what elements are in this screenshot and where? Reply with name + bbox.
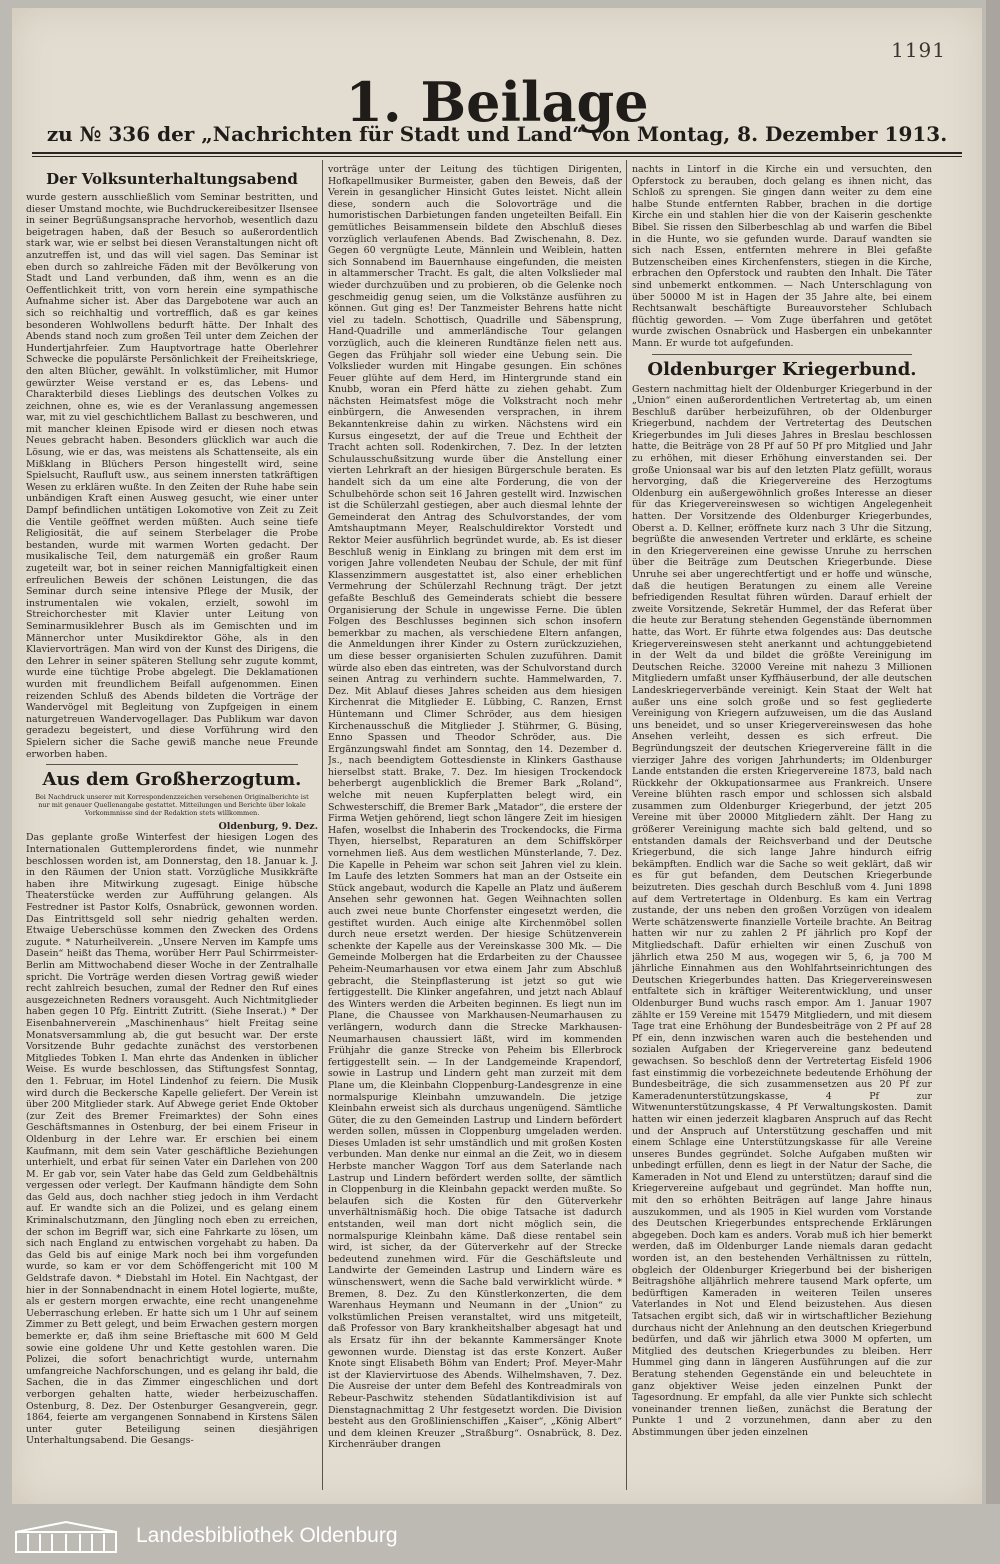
header-rule-thin [32,156,962,157]
article-separator [46,764,298,765]
column-1 [26,164,318,1494]
column-3 [632,164,932,1494]
article-heading-volksunterhaltungsabend: Der Volksunterhaltungsabend [46,170,298,188]
column-2 [328,164,622,1494]
article-heading-kriegerbund: Oldenburger Kriegerbund. [647,358,917,380]
page-subtitle: zu № 336 der „Nachrichten für Stadt und Land“ von Montag, 8. Dezember 1913. [46,122,948,146]
article-body-osnabrueck: nachts in Lintorf in die Kirche ein und versuchten, den Opferstock zu berauben, doch gelang es ihnen nicht, das Schloß zu sprengen. Sie gingen dann weiter zu dem eine halbe Stunde entfernten Rabber, brachen in die dortige Kirche ein und stahlen hier die von der Kaiserin geschenkte Bibel. Sie rissen den Silberbeschlag ab und warfen die Bibel in die Hunte, wo sie gefunden wurde. Darauf wandten sie sich nach Essen, entfernten mehrere in Blei gefaßte Butzenscheiben eines Kirchenfensters, stiegen in die Kirche, erbrachen den Opferstock und raubten den Inhalt. Die Täter sind unbemerkt entkommen. — Nach Unterschlagung von über 50000 M ist in Hagen der 35 Jahre alte, bei einem Rechtsanwalt beschäftigte Bureauvorsteher Schlubach flüchtig geworden. — Vom Zuge überfahren und getötet wurde zwischen Osnabrück und Hasbergen ein unbekannter Mann. Er wurde tot aufgefunden. [632,164,932,349]
article-body-grossherzogtum: Das geplante große Winterfest der hiesigen Logen des Internationalen Guttemplerordens findet, wie nunmehr beschlossen worden ist, am Donnerstag, den 18. Januar k. J. in den Räumen der Union statt. Vorzügliche Musikkräfte haben ihre Mitwirkung zugesagt. Einige hübsche Theaterstücke werden zur Aufführung gelangen. Als Festredner ist Pastor Kolfs, Osnabrück, gewonnen worden. Das Eintrittsgeld soll sehr niedrig gehalten werden. Etwaige Ueberschüsse kommen den Zwecken des Ordens zugute. * Naturheilverein. „Unsere Nerven im Kampfe ums Dasein“ heißt das Thema, worüber Herr Paul Schirrmeister-Berlin am Mittwochabend dieser Woche in der Zentralhalle spricht. Die Vorträge werden diesen Vortrag gewiß wieder recht zahlreich besuchen, zumal der Redner den Ruf eines ausgezeichneten Redners vorausgeht. Auch Nichtmitglieder haben gegen 10 Pfg. Eintritt Zutritt. (Siehe Inserat.) * Der Eisenbahnerverein „Maschinenhaus“ hielt Freitag seine Monatsversammlung ab, die gut besucht war. Der erste Vorsitzende Buhr gedachte zunächst des verstorbenen Mitgliedes Tobken I. Man ehrte das Andenken in üblicher Weise. Es wurde beschlossen, das Stiftungsfest Sonntag, den 1. Februar, im Hotel Lindenhof zu feiern. Die Musik wird durch die Beckersche Kapelle geliefert. Der Verein ist über 200 Mitglieder stark. Auf Abwege geriet Ende Oktober (zur Zeit des Bremer Freimarktes) der Sohn eines Geschäftsmannes in Ostenburg, der bei einem Friseur in Oldenburg in der Lehre war. Er erschien bei einem Kaufmann, mit dem sein Vater geschäftliche Beziehungen unterhielt, und erbat für seinen Vater ein Darlehen von 200 M. Er gab vor, sein Vater habe das Geld zum Geldbehältnis vergessen oder verlegt. Der Kaufmann händigte dem Sohn das Geld aus, doch nachher stieg jedoch in ihm Verdacht auf. Er wandte sich an die Polizei, und es gelang einem Kriminalschutzmann, den Jüngling noch eben zu erreichen, der schon im Begriff war, sich eine Fahrkarte zu lösen, um sich nach England zu entwischen vorgehabt zu haben. Da das Geld bis auf einige Mark noch bei ihm vorgefunden wurde, so kam er vor dem Schöffengericht mit 100 M Geldstrafe davon. * Diebstahl im Hotel. Ein Nachtgast, der hier in der Sonnabendnacht in einem Hotel logierte, mußte, als er gestern morgen erwachte, eine recht unangenehme Ueberraschung erleben. Er hatte sich um 1 Uhr auf seinem Zimmer zu Bett gelegt, und beim Erwachen gestern morgen bemerkte er, daß ihm seine Brieftasche mit 600 M Geld sowie eine goldene Uhr und Kette gestohlen waren. Die Polizei, die sofort benachrichtigt wurde, unternahm umfangreiche Nachforschungen, und es gelang ihr bald, die Sachen, die in das Zimmer eingeschlichen und dort verborgen gehalten hatte, wieder herbeizuschaffen. Ostenburg, 8. Dez. Der Ostenburger Gesangverein, gegr. 1864, feierte am vergangenen Sonnabend in Kirstens Sälen unter guter Beteiligung seinen diesjährigen Unterhaltungsabend. Die Gesangs- [26,832,318,1447]
section-heading-grossherzogtum: Aus dem Großherzogtum. [42,769,302,791]
newspaper-page [12,8,982,1504]
page-title: 1. Beilage [345,70,649,134]
article-separator [652,354,912,355]
page-number: 1191 [891,38,946,62]
header-rule [32,152,962,154]
column-divider-2 [626,160,627,1490]
article-body-kriegerbund: Gestern nachmittag hielt der Oldenburger Kriegerbund in der „Union“ einen außerordentlichen Vertretertag ab, um einen Beschluß darüber herbeizuführen, ob der Oldenburger Kriegerbund, nachdem der Vertretertag des Deutschen Kriegerbundes im Juli dieses Jahres in Breslau beschlossen hatte, die Beiträge von 28 Pf auf 50 Pf pro Mitglied und Jahr zu erhöhen, mit dieser Erhöhung einverstanden sei. Der große Unionsaal war bis auf den letzten Platz gefüllt, woraus hervorging, daß die Kriegervereine des Herzogtums Oldenburg ein außergewöhnlich großes Interesse an dieser für das Kriegervereinswesen so wichtigen Angelegenheit hatten. Der Vorsitzende des Oldenburger Kriegerbundes, Oberst a. D. Kellner, eröffnete kurz nach 3 Uhr die Sitzung, begrüßte die anwesenden Vertreter und erklärte, es scheine in den Kriegervereinen eine gewisse Unruhe zu herrschen über die Beiträge zum Deutschen Kriegerbunde. Diese Unruhe sei aber ungerechtfertigt und er hoffe und wünsche, daß die heutigen Beratungen zu einem alle Vereine befriedigenden Resultat führen würden. Darauf erhielt der zweite Vorsitzende, Sekretär Hummel, der das Referat über die heute zur Beratung stehenden Gegenstände übernommen hatte, das Wort. Er führte etwa folgendes aus: Das deutsche Kriegervereinswesen steht anerkannt und achtunggebietend in der Welt da und bildet die größte Vereinigung im Deutschen Reiche. 32000 Vereine mit nahezu 3 Millionen Mitgliedern umfaßt unser Kyffhäuserbund, der alle deutschen Landeskriegerverbände vereinigt. Kein Staat der Welt hat außer uns eine solch große und so fest gegliederte Vereinigung von Kriegern aufzuweisen, um die das Ausland uns beneidet, und so unser Kriegervereinswesen das hohe Ansehen verleiht, dessen es sich erfreut. Die Begründungszeit der deutschen Kriegervereine fällt in die vierziger Jahre des vorigen Jahrhunderts; im Oldenburger Lande entstanden die ersten Kriegervereine 1873, bald nach Rückkehr der Okkupationsarmee aus Frankreich. Unsere Vereine blühten rasch empor und schlossen sich alsbald zusammen zum Oldenburger Kriegerbund, der jetzt 205 Vereine mit über 20000 Mitgliedern zählt. Der Hang zu größerer Vereinigung machte sich bald geltend, und so entstanden damals der Reichsverband und der Deutsche Kriegerbund, die sich lange Jahre hindurch eifrig bekämpften. Endlich war die Sache so weit geklärt, daß wir es für gut befanden, dem Deutschen Kriegerbunde beizutreten. Dies geschah durch Beschluß vom 4. Juni 1898 auf dem Vertretertage in Oldenburg. Es kam ein Vertrag zustande, der uns neben den großen Vorzügen von idealem Werte schätzenswerte finanzielle Vorteile brachte. An Beitrag hatten wir nur zu zahlen 2 Pf jährlich pro Kopf der Mitgliedschaft. Dafür erhielten wir einen Zuschuß von jährlich etwa 250 M aus, wogegen wir 5, 6, ja 700 M jährliche Einnahmen aus den Wohlfahrtseinrichtungen des Deutschen Kriegerbundes hatten. Das Kriegervereinswesen entfaltete sich in kräftiger Weiterentwicklung, und unser Oldenburger Bund wuchs rasch empor. Am 1. Januar 1907 zählte er 159 Vereine mit 15479 Mitgliedern, und mit diesem Tage trat eine Erhöhung der Bundesbeiträge von 2 Pf auf 28 Pf ein, denn inzwischen waren auch die bestehenden und sozialen Aufgaben der Kriegervereine ganz bedeutend gewachsen. So beschloß denn der Vertretertag Eisfeld 1906 fast einstimmig die vorbezeichnete bedeutende Erhöhung der Bundesbeiträge, die sich zusammensetzen aus 20 Pf zur Kameradenunterstützungskasse, 4 Pf zur Witwenunterstützungskasse, 4 Pf Verwaltungskosten. Damit hatten wir einen jederzeit klagbaren Anspruch auf das Recht und der Anspruch auf Unterstützung geschaffen und mit einem Schlage eine Unterstützungskasse für alle Vereine unseres Bundes gegründet. Solche Aufgaben mußten wir unbedingt erfüllen, denn es liegt in der Natur der Sache, die Kameraden in Not und Elend zu unterstützen; darauf sind die Kriegervereine aufgebaut und gegründet. Man hoffte nun, mit den so erhöhten Beiträgen auf lange Jahre hinaus auszukommen, und als 1905 in Kiel wurden vom Vorstande des Deutschen Kriegerbundes entsprechende Erklärungen abgegeben. Doch kam es anders. Vorab muß ich hier bemerkt werden, daß im Oldenburger Lande niemals daran gedacht worden ist, an den bestehenden Verhältnissen zu rütteln, obgleich der Oldenburger Kriegerbund bei der bisherigen Beitragshöhe alljährlich mehrere tausend Mark opferte, um bedürftigen Kameraden in weiteren Teilen unseres Vaterlandes in Not und Elend beizustehen. Aus diesen Tatsachen ergibt sich, daß wir in wirtschaftlicher Beziehung durchaus nicht der Anlehnung an den deutschen Kriegerbund bedürfen, und daß wir jährlich etwa 3000 M opferten, um Mitglied des deutschen Kriegerbundes zu bleiben. Herr Hummel ging dann in längeren Ausführungen auf die zur Beratung stehenden Gegenstände ein und beleuchtete in ganz objektiver Weise jeden einzelnen Punkt der Tagesordnung. Er empfahl, da alle vier Punkte sich schlecht voneinander trennen ließen, zunächst die Beratung der Punkte 1 und 2 vorzunehmen, dann aber zu den Abstimmungen über jeden einzelnen [632,383,932,1438]
article-body-volksunterhaltungsabend: wurde gestern ausschließlich vom Seminar bestritten, und dieser Umstand mochte, wie Buchdruckereibesitzer Ilsensee in seiner Begrüßungsansprache hervorhob, wesentlich dazu beigetragen haben, daß der Besuch so außerordentlich stark war, wie er selbst bei diesen Veranstaltungen nicht oft anzutreffen ist, und das will viel sagen. Das Seminar ist eben durch so zahlreiche Fäden mit der Bevölkerung von Stadt und Land verbunden, daß ihm, wenn es an die Oeffentlichkeit tritt, von vorn herein eine sympathische Aufnahme sicher ist. Aber das Dargebotene war auch an sich so reichhaltig und vortrefflich, daß es gar keines besonderen Wohlwollens bedurft hätte. Der Inhalt des Abends stand noch zum großen Teil unter dem Zeichen der Hundertjahrfeier. Zum Hauptvortrage hatte Oberlehrer Schwecke die populärste Persönlichkeit der Freiheitskriege, den alten Blücher, gewählt. In volkstümlicher, mit Humor gewürzter Weise verstand er es, das Lebens- und Charakterbild dieses Lieblings des deutschen Volkes zu zeichnen, ohne es, wie es der Veranlassung angemessen war, mit zu viel geschichtlichem Ballast zu beschweren, und mit mancher kleinen Episode wird er diesen noch etwas Neues gebracht haben. Besonders glücklich war auch die Lösung, wie er das, was meistens als Schattenseite, als ein Mißklang in Blüchers Person hingestellt wird, seine Spielsucht, Raufluft usw., aus seinem innersten tatkräftigen Wesen zu erklären wußte. In den Zeiten der Ruhe habe sein unbändigen Kraft einen Ausweg gesucht, wie einer unter Dampf befindlichen untätigen Lokomotive von Zeit zu Zeit die Ventile geöffnet werden müßten. Auch seine tiefe Religiosität, die auf seinem Sterbelager die Probe bestanden, wurde mit warmen Worten gedacht. Der musikalische Teil, dem naturgemäß ein großer Raum zugeteilt war, bot in seiner reichen Mannigfaltigkeit einen erfreulichen Beweis der schönen Leistungen, die das Seminar durch seine intensive Pflege der Musik, der instrumentalen wie vokalen, erzielt, sowohl im Streichorchester mit Klavier unter Leitung von Seminarmusiklehrer Busch als im Gemischten und im Männerchor unter Musikdirektor Göhe, als in den Klaviervorträgen. Man wird von der Kunst des Dirigens, die den Lehrer in seiner späteren Stellung sehr zugute kommt, wurde eine tüchtige Probe abgelegt. Die Deklamationen wurden mit freundlichem Beifall aufgenommen. Einen reizenden Schluß des Abends bildeten die Vorträge der Wandervögel mit Begleitung von Zupfgeigen in einem naturgetreuen Wandervogellager. Das Publikum war davon geradezu begeistert, und diese Vorführung wird den Spielern sicher die Sache gewiß manche neue Freunde erworben haben. [26,192,318,760]
column-divider-1 [322,160,323,1490]
dateline-oldenburg: Oldenburg, 9. Dez. [218,821,318,833]
page-edge [986,0,1000,1504]
library-name[interactable]: Landesbibliothek Oldenburg [136,1524,398,1547]
reprint-note: Bei Nachdruck unserer mit Korrespondenzzeichen versehenen Originalberichte ist nur mit genauer Quellenangabe gestattet. Mitteilungen und Berichte über lokale Vorkommnisse sind der Redaktion stets willkommen. [35,793,309,817]
library-building-icon [14,1520,118,1554]
article-body-column-2: vorträge unter der Leitung des tüchtigen Dirigenten, Hofkapellmusiker Burmeister, gaben den Beweis, daß der Verein in gesanglicher Hinsicht Gutes leistet. Nicht allein diese, sondern auch die Solovorträge und die humoristischen Darbietungen fanden ungeteilten Beifall. Ein gemütliches Beisammensein bildete den Abschluß dieses vorzüglich verlaufenen Abends. Bad Zwischenahn, 8. Dez. Gegen 60 vergnügte Leute, Männlein und Weiblein, hatten sich Sonnabend im Bauernhause eingefunden, die meisten in altammerscher Tracht. Es galt, die alten Volkslieder mal wieder durchzuüben und zu probieren, ob die Gelenke noch geschmeidig genug seien, um die Volkstänze ausführen zu können. Gut ging es! Der Tanzmeister Behrens hatte nicht viel zu tadeln. Schottisch, Quadrille und Säbensprung, Hand-Quadrille und ammerländische Tour gelangen vorzüglich, auch die kleineren Rundtänze fielen nett aus. Gegen das Frühjahr soll wieder eine Uebung sein. Die Volkslieder wurden mit Hingabe gesungen. Ein schönes Feuer glühte auf dem Herd, im Hintergrunde stand ein Knubb, woran ein Pferd hätte zu ziehen gehabt. Zum nächsten Heimatsfest möge die Volkstracht noch mehr einbürgern, die Anwesenden versprachen, in ihrem Bekanntenkreise dahin zu wirken. Nächstens wird ein Kursus eingesetzt, der auf die Treue und Echtheit der Tracht achten soll. Rodenkirchen, 7. Dez. In der letzten Schulausschußsitzung wurde über die Anstellung einer vierten Lehrkraft an der hiesigen Bürgerschule beraten. Es handelt sich da um eine alte Forderung, die von der Schulbehörde schon seit 16 Jahren gestellt wird. Inzwischen ist die Schülerzahl gestiegen, aber auch diesmal lehnte der Gemeinderat den Antrag des Schulvorstandes, der vom Amtshauptmann Meyer, Realschuldirektor Vorstedt und Rektor Meier ausführlich begründet wurde, ab. Es ist dieser Beschluß wenig in Einklang zu bringen mit dem erst im vorigen Jahre vollendeten Neubau der Schule, der mit fünf Klassenzimmern ausgestattet ist, also einer erheblichen Vermehrung der Schülerzahl Rechnung trägt. Der jetzt gefaßte Beschluß des Gemeinderats schiebt die bessere Organisierung der Schule in ungewisse Ferne. Die üblen Folgen des Beschlusses beginnen sich schon insofern bemerkbar zu machen, als verschiedene Eltern anfangen, die Anmeldungen ihrer Kinder zu Ostern zurückzuziehen, um diese besser organisierten Schulen zuzuführen. Damit würde also eben das eintreten, was der Schulvorstand durch seinen Antrag zu verhindern suchte. Hammelwarden, 7. Dez. Mit Ablauf dieses Jahres scheiden aus dem hiesigen Kirchenrat die Mitglieder E. Lübbing, C. Ranzen, Ernst Hüntemann und Climer Schröder, aus dem hiesigen Kirchenausschuß die Mitglieder J. Stührmer, G. Büsing, Enno Spassen und Theodor Schröder, aus. Die Ergänzungswahl findet am Sonntag, den 14. Dezember d. Js., nach beendigtem Gottesdienste in Klinkers Gasthause hierselbst statt. Brake, 7. Dez. Im hiesigen Trockendock beherbergt augenblicklich die Bremer Bark „Roland“, welche mit neuen Kupferplatten belegt wird, ein Schwesterschiff, die Bremer Bark „Matador“, die erstere der Firma Wetjen gehörend, liegt schon längere Zeit im hiesigen Hafen, woselbst die Inhaberin des Trockendocks, die Firma Thyen, hierselbst, Reparaturen an dem Schiffskörper vornehmen ließ. Aus dem westlichen Münsterlande, 7. Dez. Die Kapelle in Peheim war schon seit Jahren viel zu klein. Im Laufe des letzten Sommers hat man an der Ostseite ein Stück angebaut, wodurch die Kapelle an Platz und äußerem Ansehen sehr gewonnen hat. Gegen Weihnachten sollen auch zwei neue bunte Chorfenster eingesetzt werden, die gestiftet wurden. Auch einige alte Kirchenmöbel sollen durch neue ersetzt werden. Der hiesige Schützenverein schenkte der Kapelle aus der Vereinskasse 300 Mk. — Die Gemeinde Molbergen hat die Erdarbeiten zu der Chaussee Peheim-Neumarhausen vor etwa einem Jahr zum Abschluß gebracht, die Steinpflasterung ist jetzt so gut wie fertiggestellt. Die Klinker angefahren, und jetzt nach Ablauf des Winters werden die Arbeiten beginnen. Es liegt nun im Plane, die Chaussee von Markhausen-Neumarhausen zu verlängern, wodurch dann die Strecke Markhausen-Neumarhausen chaussiert läßt, wird im kommenden Frühjahr die ganze Strecke von Peheim bis Ellerbrock fertiggestellt sein. — In der Landgemeinde Krapendorf, sowie in Lastrup und Lindern geht man zurzeit mit dem Plane um, die Kleinbahn Cloppenburg-Landesgrenze in eine normalspurige Kleinbahn umzuwandeln. Die jetzige Kleinbahn erweist sich als durchaus ungenügend. Sämtliche Güter, die zu den Gemeinden Lastrup und Lindern befördert werden sollen, müssen in Cloppenburg umgeladen werden. Dieses Umladen ist sehr umständlich und mit großen Kosten verbunden. Man denke nur einmal an die Zeit, wo in diesem Herbste mancher Waggon Torf aus dem Saterlande nach Lastrup und Lindern befördert werden sollte, der sämtlich in Cloppenburg in die Kleinbahn gepackt werden mußte. So belaufen sich die Kosten für den Güterverkehr unverhältnismäßig hoch. Die obige Tatsache ist dadurch entstanden, weil man dort nicht möglich sein, die normalspurige Kleinbahn käme. Daß diese rentabel sein wird, ist sicher, da der Güterverkehr auf der Strecke bedeutend zunehmen wird. Für die Geschäftsleute und Landwirte der Gemeinden Lastrup und Lindern wäre es wünschenswert, wenn die Sache bald verwirklicht würde. * Bremen, 8. Dez. Zu den Künstlerkonzerten, die dem Warenhaus Heymann und Neumann in der „Union“ zu volkstümlichen Preisen veranstaltet, wird uns mitgeteilt, daß Professor von Bary krankheitshalber abgesagt hat und als Ersatz für ihn der bekannte Kammersänger Knote gewonnen wurde. Dienstag ist das erste Konzert. Außer Knote singt Elisabeth Böhm van Endert; Prof. Meyer-Mahr ist der Klaviervirtuose des Abends. Wilhelmshaven, 7. Dez. Die Ausreise der unter dem Befehl des Kontreadmirals von Rebeur-Paschwitz stehenden Südatlantikdivision ist auf Dienstagnachmittag 2 Uhr festgesetzt worden. Die Division besteht aus den Großlinienschiffen „Kaiser“, „König Albert“ und dem kleinen Kreuzer „Straßburg“. Osnabrück, 8. Dez. Kirchenräuber drangen [328,164,622,1451]
